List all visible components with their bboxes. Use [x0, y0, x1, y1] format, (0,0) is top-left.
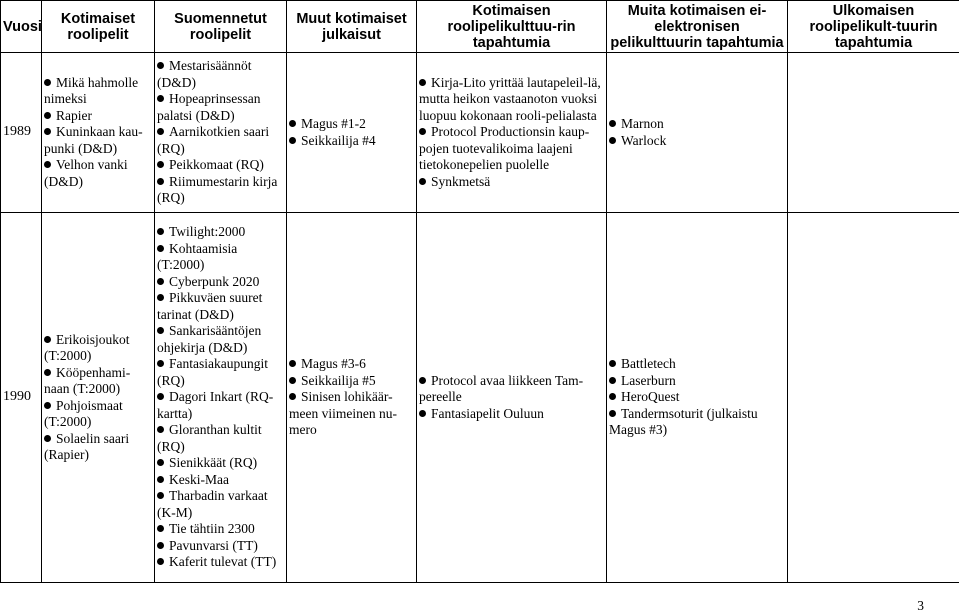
list-item — [157, 224, 284, 241]
list-item-text: Pohjoismaat (T:2000) — [44, 398, 123, 430]
bullet-icon — [609, 377, 616, 384]
bullet-icon — [44, 402, 51, 409]
list-item-text: Solaelin saari (Rapier) — [44, 431, 129, 463]
bullet-icon — [157, 393, 164, 400]
bullet-icon — [609, 410, 616, 417]
list-item-text: Velhon vanki (D&D) — [44, 157, 128, 189]
list-item — [44, 365, 152, 398]
list-item — [157, 241, 284, 274]
list-item — [157, 290, 284, 323]
bullet-icon — [609, 393, 616, 400]
list-item-text: Sinisen lohikäär-meen viimeinen nu-mero — [289, 389, 397, 437]
list-item-text: Fantasiapelit Ouluun — [431, 406, 544, 421]
list-item-text: Kirja-Lito yrittää lautapeleil-lä, mutta heikon vastaanoton vuoksi luopuu kokonaan rooli-pelialasta — [419, 75, 601, 123]
list-item — [289, 116, 414, 133]
table-cell — [417, 53, 607, 213]
bullet-icon — [289, 360, 296, 367]
list-item-text: Laserburn — [621, 373, 676, 388]
table-row — [1, 213, 959, 583]
bullet-icon — [44, 128, 51, 135]
list-item-text: Sienikkäät (RQ) — [169, 455, 257, 470]
list-item-text: Mestarisäännöt (D&D) — [157, 58, 251, 90]
table-cell — [287, 213, 417, 583]
bullet-icon — [419, 178, 426, 185]
list-item-text: Erikoisjoukot (T:2000) — [44, 332, 130, 364]
table-cell — [607, 213, 788, 583]
table-cell — [607, 53, 788, 213]
bullet-list — [44, 332, 152, 464]
bullet-list — [157, 58, 284, 207]
list-item-text: Magus #1-2 — [301, 116, 366, 131]
list-item — [157, 91, 284, 124]
bullet-icon — [419, 128, 426, 135]
bullet-list — [609, 116, 785, 149]
list-item — [419, 373, 604, 406]
list-item-text: Mikä hahmolle nimeksi — [44, 75, 138, 107]
year-cell: 1990 — [1, 213, 42, 583]
list-item — [609, 406, 785, 439]
list-item-text: Fantasiakaupungit (RQ) — [157, 356, 268, 388]
bullet-icon — [157, 542, 164, 549]
list-item-text: Tharbadin varkaat (K-M) — [157, 488, 268, 520]
list-item — [157, 274, 284, 291]
list-item-text: Protocol Productionsin kaup-pojen tuotevalikoima laajeni tietokonepelien puolelle — [419, 124, 589, 172]
bullet-icon — [157, 525, 164, 532]
list-item — [157, 389, 284, 422]
list-item-text: Battletech — [621, 356, 676, 371]
list-item-text: Warlock — [621, 133, 666, 148]
bullet-icon — [289, 137, 296, 144]
table-cell — [155, 213, 287, 583]
list-item-text: Sankarisääntöjen ohjekirja (D&D) — [157, 323, 261, 355]
list-item — [289, 373, 414, 390]
column-header: Ulkomaisen roolipelikult-tuurin tapahtumia — [788, 1, 959, 53]
bullet-icon — [44, 112, 51, 119]
bullet-icon — [44, 435, 51, 442]
list-item — [157, 356, 284, 389]
list-item-text: Kaferit tulevat (TT) — [169, 554, 276, 569]
page-number: 3 — [917, 598, 924, 614]
list-item-text: Twilight:2000 — [169, 224, 245, 239]
bullet-list — [609, 356, 785, 439]
list-item-text: Aarnikotkien saari (RQ) — [157, 124, 269, 156]
bullet-icon — [157, 95, 164, 102]
column-header: Vuosi — [1, 1, 42, 53]
list-item-text: Hopeaprinsessan palatsi (D&D) — [157, 91, 260, 123]
list-item-text: HeroQuest — [621, 389, 679, 404]
list-item-text: Rapier — [56, 108, 92, 123]
list-item-text: Kuninkaan kau-punki (D&D) — [44, 124, 143, 156]
table-cell — [417, 213, 607, 583]
list-item — [609, 133, 785, 150]
list-item-text: Peikkomaat (RQ) — [169, 157, 264, 172]
year-cell: 1989 — [1, 53, 42, 213]
bullet-icon — [157, 360, 164, 367]
list-item — [157, 554, 284, 571]
list-item — [157, 538, 284, 555]
list-item-text: Pikkuväen suuret tarinat (D&D) — [157, 290, 262, 322]
bullet-list — [44, 75, 152, 191]
bullet-list — [289, 116, 414, 149]
list-item-text: Synkmetsä — [431, 174, 490, 189]
column-header: Kotimaiset roolipelit — [42, 1, 155, 53]
bullet-icon — [157, 245, 164, 252]
list-item — [44, 398, 152, 431]
list-item — [157, 521, 284, 538]
bullet-icon — [157, 459, 164, 466]
bullet-icon — [157, 278, 164, 285]
list-item — [419, 75, 604, 125]
list-item-text: Protocol avaa liikkeen Tam-pereelle — [419, 373, 583, 405]
bullet-list — [419, 75, 604, 191]
column-header: Muita kotimaisen ei-elektronisen pelikulttuurin tapahtumia — [607, 1, 788, 53]
bullet-icon — [419, 79, 426, 86]
list-item — [157, 422, 284, 455]
list-item — [157, 323, 284, 356]
bullet-icon — [44, 336, 51, 343]
table-row — [1, 53, 959, 213]
list-item — [609, 356, 785, 373]
list-item — [609, 373, 785, 390]
list-item — [44, 75, 152, 108]
table-cell — [287, 53, 417, 213]
list-item — [44, 332, 152, 365]
list-item-text: Pavunvarsi (TT) — [169, 538, 258, 553]
list-item — [157, 174, 284, 207]
bullet-list — [289, 356, 414, 439]
table-cell — [42, 213, 155, 583]
list-item-text: Gloranthan kultit (RQ) — [157, 422, 262, 454]
list-item — [157, 124, 284, 157]
list-item-text: Seikkailija #4 — [301, 133, 376, 148]
table-cell — [788, 213, 959, 583]
bullet-icon — [157, 426, 164, 433]
bullet-icon — [289, 120, 296, 127]
list-item-text: Dagori Inkart (RQ-kartta) — [157, 389, 273, 421]
bullet-list — [419, 373, 604, 423]
list-item — [157, 455, 284, 472]
bullet-icon — [157, 294, 164, 301]
bullet-icon — [157, 476, 164, 483]
bullet-icon — [157, 228, 164, 235]
bullet-icon — [609, 137, 616, 144]
list-item — [44, 157, 152, 190]
list-item-text: Magus #3-6 — [301, 356, 366, 371]
bullet-icon — [44, 161, 51, 168]
bullet-icon — [44, 369, 51, 376]
bullet-list — [157, 224, 284, 571]
list-item — [44, 124, 152, 157]
list-item — [609, 116, 785, 133]
list-item — [44, 108, 152, 125]
column-header: Kotimaisen roolipelikulttuu-rin tapahtumia — [417, 1, 607, 53]
list-item — [157, 157, 284, 174]
bullet-icon — [419, 377, 426, 384]
list-item — [609, 389, 785, 406]
list-item — [157, 58, 284, 91]
list-item-text: Keski-Maa — [169, 472, 229, 487]
list-item — [44, 431, 152, 464]
table-cell — [155, 53, 287, 213]
bullet-icon — [609, 360, 616, 367]
bullet-icon — [157, 128, 164, 135]
column-header: Suomennetut roolipelit — [155, 1, 287, 53]
list-item-text: Kohtaamisia (T:2000) — [157, 241, 237, 273]
column-header: Muut kotimaiset julkaisut — [287, 1, 417, 53]
list-item — [157, 472, 284, 489]
list-item — [419, 174, 604, 191]
list-item — [289, 356, 414, 373]
table-cell — [788, 53, 959, 213]
bullet-icon — [609, 120, 616, 127]
list-item-text: Tandermsoturit (julkaistu Magus #3) — [609, 406, 758, 438]
bullet-icon — [419, 410, 426, 417]
bullet-icon — [157, 178, 164, 185]
bullet-icon — [157, 327, 164, 334]
bullet-icon — [157, 62, 164, 69]
bullet-icon — [157, 558, 164, 565]
list-item-text: Seikkailija #5 — [301, 373, 376, 388]
list-item — [289, 389, 414, 439]
bullet-icon — [289, 377, 296, 384]
list-item-text: Tie tähtiin 2300 — [169, 521, 255, 536]
list-item-text: Kööpenhami-naan (T:2000) — [44, 365, 130, 397]
bullet-icon — [44, 79, 51, 86]
table-cell — [42, 53, 155, 213]
list-item — [289, 133, 414, 150]
list-item-text: Riimumestarin kirja (RQ) — [157, 174, 277, 206]
bullet-icon — [157, 161, 164, 168]
list-item-text: Marnon — [621, 116, 664, 131]
list-item — [419, 124, 604, 174]
list-item — [157, 488, 284, 521]
bullet-icon — [289, 393, 296, 400]
list-item — [419, 406, 604, 423]
header-row — [1, 1, 959, 53]
bullet-icon — [157, 492, 164, 499]
list-item-text: Cyberpunk 2020 — [169, 274, 259, 289]
